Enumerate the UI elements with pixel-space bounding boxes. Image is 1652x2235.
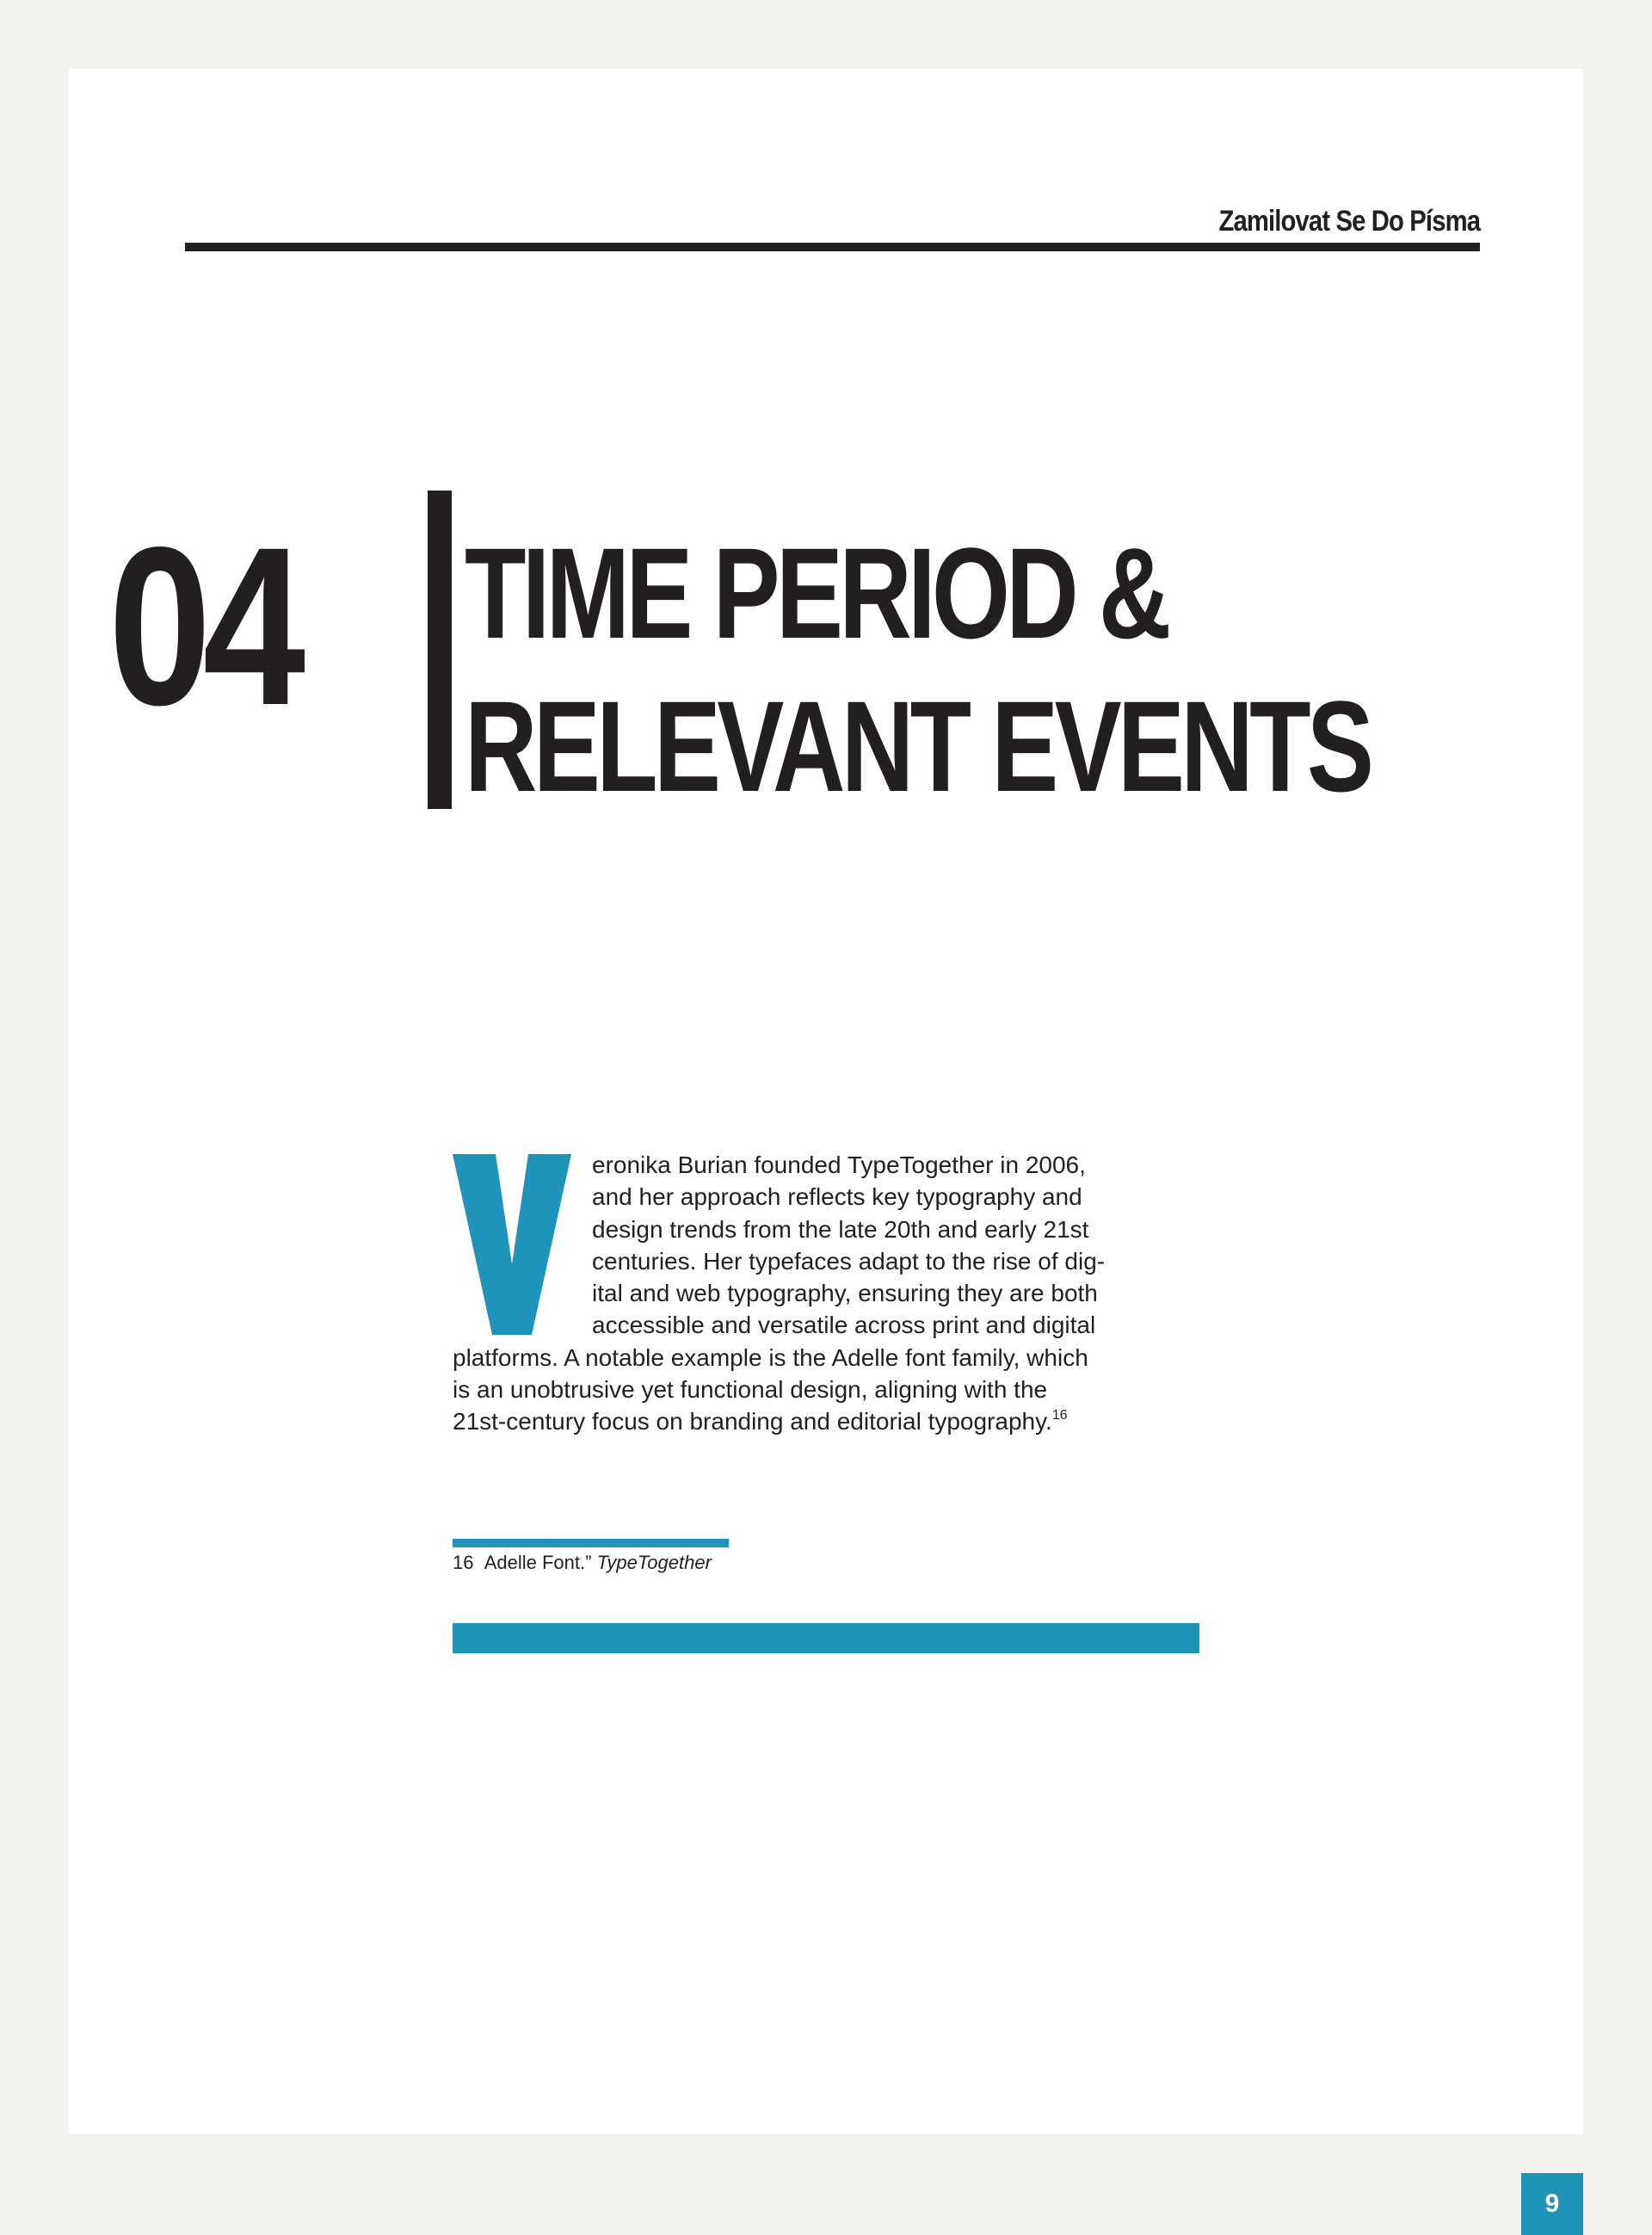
running-header bbox=[185, 139, 1480, 241]
page-number: 9 bbox=[1544, 2189, 1560, 2218]
chapter-title-line-2: RELEVANT EVENTS bbox=[465, 674, 1371, 818]
body-paragraph bbox=[453, 1149, 1186, 1438]
paragraph-line: accessible and versatile across print and digital bbox=[592, 1312, 1096, 1339]
chapter-heading bbox=[69, 422, 1583, 818]
footnote bbox=[453, 1549, 712, 1577]
footnote-text: Adelle Font.” bbox=[484, 1552, 592, 1573]
chapter-number: 04 bbox=[108, 500, 298, 752]
body-text-block bbox=[453, 1149, 1214, 1665]
footnote-rule bbox=[453, 1539, 729, 1547]
chapter-divider bbox=[428, 491, 452, 809]
paragraph-line: centuries. Her typefaces adapt to the rise of dig- bbox=[592, 1247, 1106, 1275]
chapter-title bbox=[465, 516, 1370, 823]
paragraph-line: design trends from the late 20th and early 21st bbox=[592, 1215, 1089, 1243]
paragraph-line-last bbox=[453, 1405, 1186, 1437]
document-page bbox=[69, 69, 1583, 2134]
paragraph-line: and her approach reflects key typography and bbox=[592, 1183, 1082, 1211]
header-rule bbox=[185, 243, 1480, 251]
chapter-title-line-1: TIME PERIOD & bbox=[465, 521, 1168, 665]
running-title: Zamilovat Se Do Písma bbox=[1218, 205, 1480, 238]
paragraph-line: is an unobtrusive yet functional design, aligning with the bbox=[453, 1376, 1048, 1404]
footnote-reference[interactable]: 16 bbox=[1051, 1408, 1068, 1423]
paragraph-line-text: 21st-century focus on branding and editorial typography. bbox=[453, 1408, 1052, 1435]
paragraph-line: ital and web typography, ensuring they are both bbox=[592, 1280, 1098, 1307]
page-number-badge bbox=[1521, 2173, 1583, 2235]
paragraph-line: eronika Burian founded TypeTogether in 2006, bbox=[592, 1151, 1086, 1178]
footnote-number: 16 bbox=[453, 1552, 474, 1573]
accent-bar bbox=[453, 1623, 1199, 1653]
footnote-source: TypeTogether bbox=[596, 1552, 712, 1573]
paragraph-line: platforms. A notable example is the Adelle font family, which bbox=[453, 1343, 1088, 1371]
